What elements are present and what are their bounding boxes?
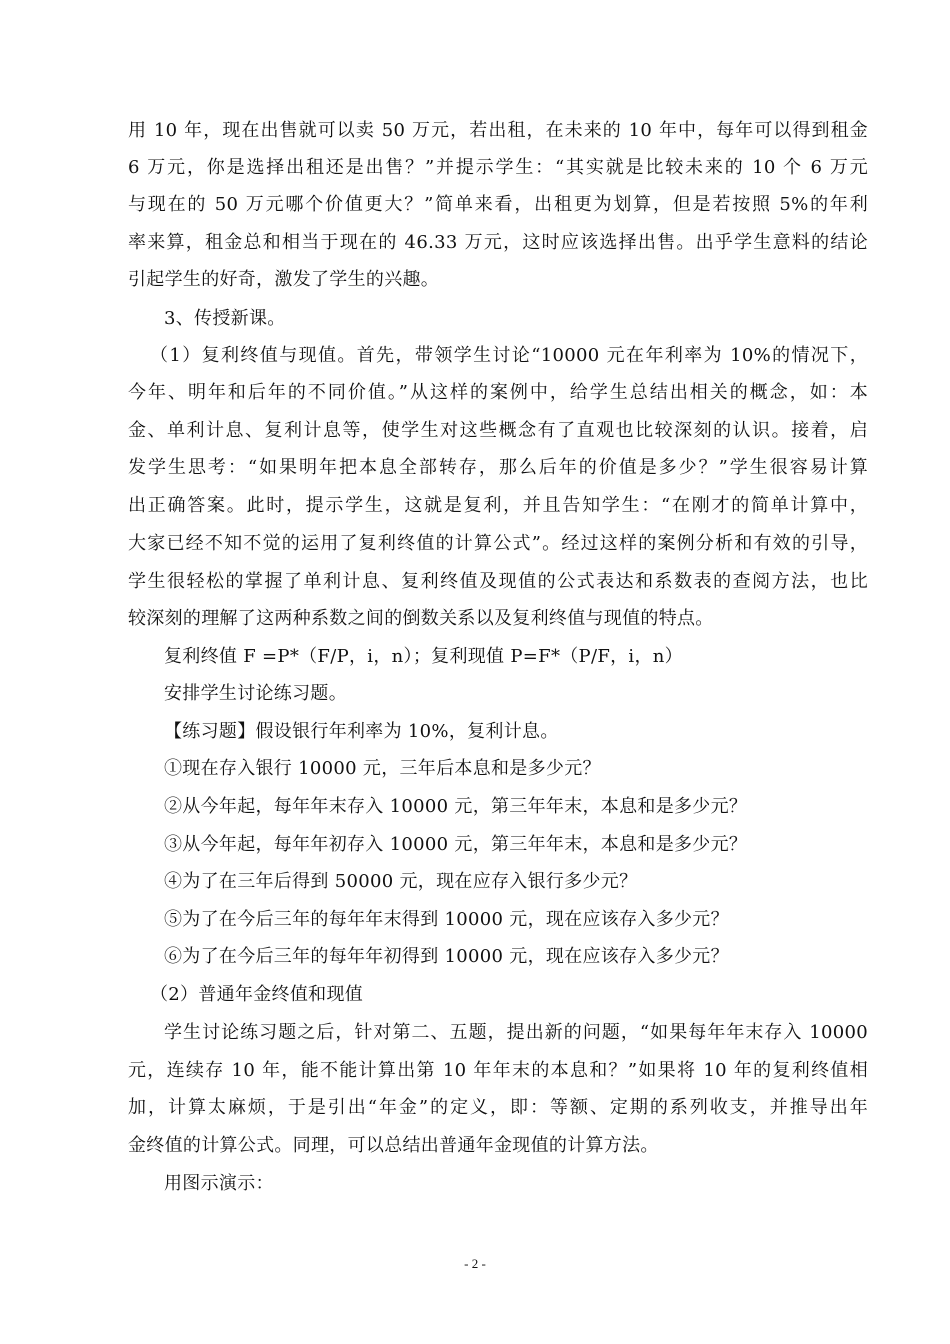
exercise-heading: 【练习题】假设银行年利率为 10%，复利计息。 <box>164 721 559 742</box>
subsection-heading: （1）复利终值与现值。首先，带领学生讨论“10000 元在年利率为 10%的情况下， <box>150 345 868 366</box>
paragraph-line: 引起学生的好奇，激发了学生的兴趣。 <box>128 269 440 290</box>
paragraph-line: 元，连续存 10 年，能不能计算出第 10 年年末的本息和？”如果将 10 年的复利终值相 <box>128 1060 868 1081</box>
exercise-item: ②从今年起，每年年末存入 10000 元，第三年年末，本息和是多少元？ <box>164 796 748 817</box>
paragraph-line: 金终值的计算公式。同理，可以总结出普通年金现值的计算方法。 <box>128 1135 659 1156</box>
paragraph-line: 较深刻的理解了这两种系数之间的倒数关系以及复利终值与现值的特点。 <box>128 608 714 629</box>
paragraph-line: 加，计算太麻烦，于是引出“年金”的定义，即：等额、定期的系列收支，并推导出年 <box>128 1097 868 1118</box>
paragraph-line: 用 10 年，现在出售就可以卖 50 万元，若出租，在未来的 10 年中，每年可以得到租金 <box>128 120 868 141</box>
paragraph-line: 用图示演示： <box>164 1173 274 1194</box>
section-heading: 3、传授新课。 <box>164 308 286 329</box>
paragraph-line: 今年、明年和后年的不同价值。”从这样的案例中，给学生总结出相关的概念，如：本 <box>128 382 868 403</box>
page-number: - 2 - <box>464 1256 486 1271</box>
exercise-item: ⑤为了在今后三年的每年年末得到 10000 元，现在应该存入多少元？ <box>164 909 729 930</box>
subsection-heading: （2）普通年金终值和现值 <box>150 984 364 1005</box>
paragraph-line: 6 万元，你是选择出租还是出售？”并提示学生：“其实就是比较未来的 10 个 6 万元 <box>128 157 868 178</box>
paragraph-line: 金、单利计息、复利计息等，使学生对这些概念有了直观也比较深刻的认识。接着，启 <box>128 420 868 441</box>
paragraph-line: 发学生思考：“如果明年把本息全部转存，那么后年的价值是多少？”学生很容易计算 <box>128 457 868 478</box>
exercise-item: ③从今年起，每年年初存入 10000 元，第三年年末，本息和是多少元？ <box>164 834 748 855</box>
paragraph-line: 安排学生讨论练习题。 <box>164 683 347 704</box>
exercise-item: ④为了在三年后得到 50000 元，现在应存入银行多少元？ <box>164 871 638 892</box>
formula-line: 复利终值 F =P*（F/P，i，n）；复利现值 P=F*（P/F，i，n） <box>164 646 683 667</box>
paragraph-line: 率来算，租金总和相当于现在的 46.33 万元，这时应该选择出售。出乎学生意料的结论 <box>128 232 868 253</box>
exercise-item: ①现在存入银行 10000 元，三年后本息和是多少元？ <box>164 758 601 779</box>
exercise-item: ⑥为了在今后三年的每年年初得到 10000 元，现在应该存入多少元？ <box>164 946 729 967</box>
paragraph-line: 学生很轻松的掌握了单利计息、复利终值及现值的公式表达和系数表的查阅方法，也比 <box>128 571 868 592</box>
paragraph-line: 学生讨论练习题之后，针对第二、五题，提出新的问题，“如果每年年末存入 10000 <box>164 1022 868 1043</box>
paragraph-line: 大家已经不知不觉的运用了复利终值的计算公式”。经过这样的案例分析和有效的引导， <box>128 533 868 554</box>
paragraph-line: 出正确答案。此时，提示学生，这就是复利，并且告知学生：“在刚才的简单计算中， <box>128 495 868 516</box>
paragraph-line: 与现在的 50 万元哪个价值更大？”简单来看，出租更为划算，但是若按照 5%的年利 <box>128 194 868 215</box>
